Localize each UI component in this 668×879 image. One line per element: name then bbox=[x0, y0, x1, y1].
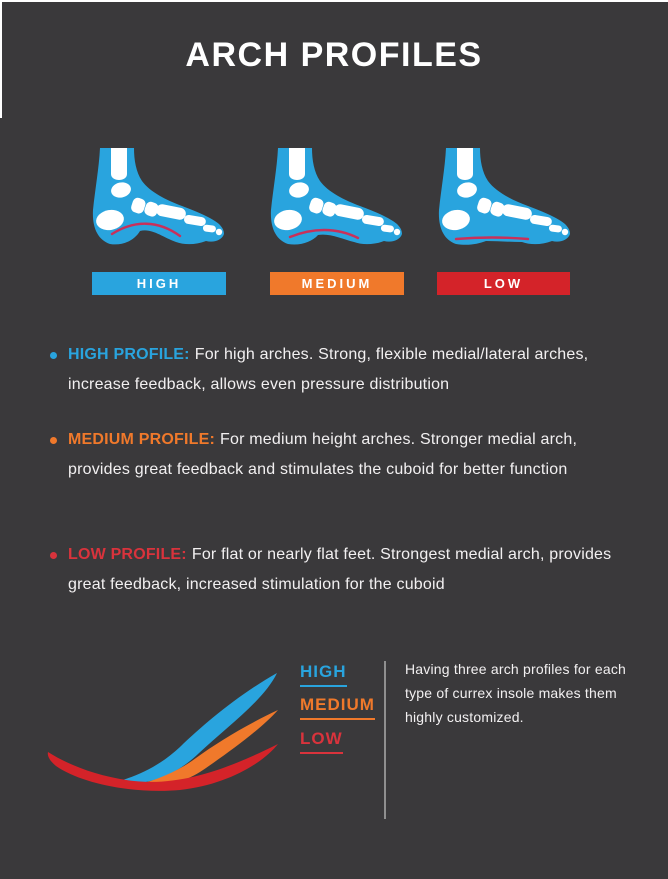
arch-label-bar-low bbox=[437, 272, 570, 295]
section-high-profile bbox=[48, 340, 632, 400]
section-heading: LOW PROFILE: bbox=[68, 546, 187, 563]
foot-illustration-medium bbox=[264, 148, 406, 250]
page-title: ARCH PROFILES bbox=[185, 36, 483, 74]
section-text bbox=[48, 540, 632, 600]
bullet-dot bbox=[50, 437, 57, 444]
arch-label-medium: MEDIUM bbox=[301, 276, 373, 291]
section-heading: HIGH PROFILE: bbox=[68, 346, 190, 363]
section-body: For flat or nearly flat feet. Strongest medial arch, provides great feedback, increased stimulation for the cuboid bbox=[68, 546, 612, 593]
top-border bbox=[0, 0, 668, 2]
bullet-dot bbox=[50, 352, 57, 359]
legend-label-high: HIGH bbox=[300, 662, 347, 687]
section-body: For medium height arches. Stronger medial arch, provides great feedback and stimulates the cuboid for better function bbox=[68, 431, 578, 478]
bullet-dot bbox=[50, 552, 57, 559]
vertical-divider bbox=[384, 661, 386, 819]
foot-illustration-high bbox=[86, 148, 228, 250]
legend-label-medium: MEDIUM bbox=[300, 695, 375, 720]
foot-illustration-low bbox=[432, 148, 574, 250]
legend-note: Having three arch profiles for each type of currex insole makes them highly customized. bbox=[405, 661, 626, 725]
section-text bbox=[48, 425, 632, 485]
legend-label-low: LOW bbox=[300, 729, 343, 754]
section-text bbox=[48, 340, 632, 400]
arch-swoosh-graphic bbox=[28, 640, 290, 805]
section-medium-profile bbox=[48, 425, 632, 485]
arch-label-low: LOW bbox=[483, 276, 524, 291]
section-body: For high arches. Strong, flexible medial/lateral arches, increase feedback, allows even pressure distribution bbox=[68, 346, 589, 393]
section-heading: MEDIUM PROFILE: bbox=[68, 431, 215, 448]
arch-label-bar-medium bbox=[270, 272, 404, 295]
section-low-profile bbox=[48, 540, 632, 600]
arch-label-high: HIGH bbox=[136, 276, 182, 291]
arch-label-bar-high bbox=[92, 272, 226, 295]
